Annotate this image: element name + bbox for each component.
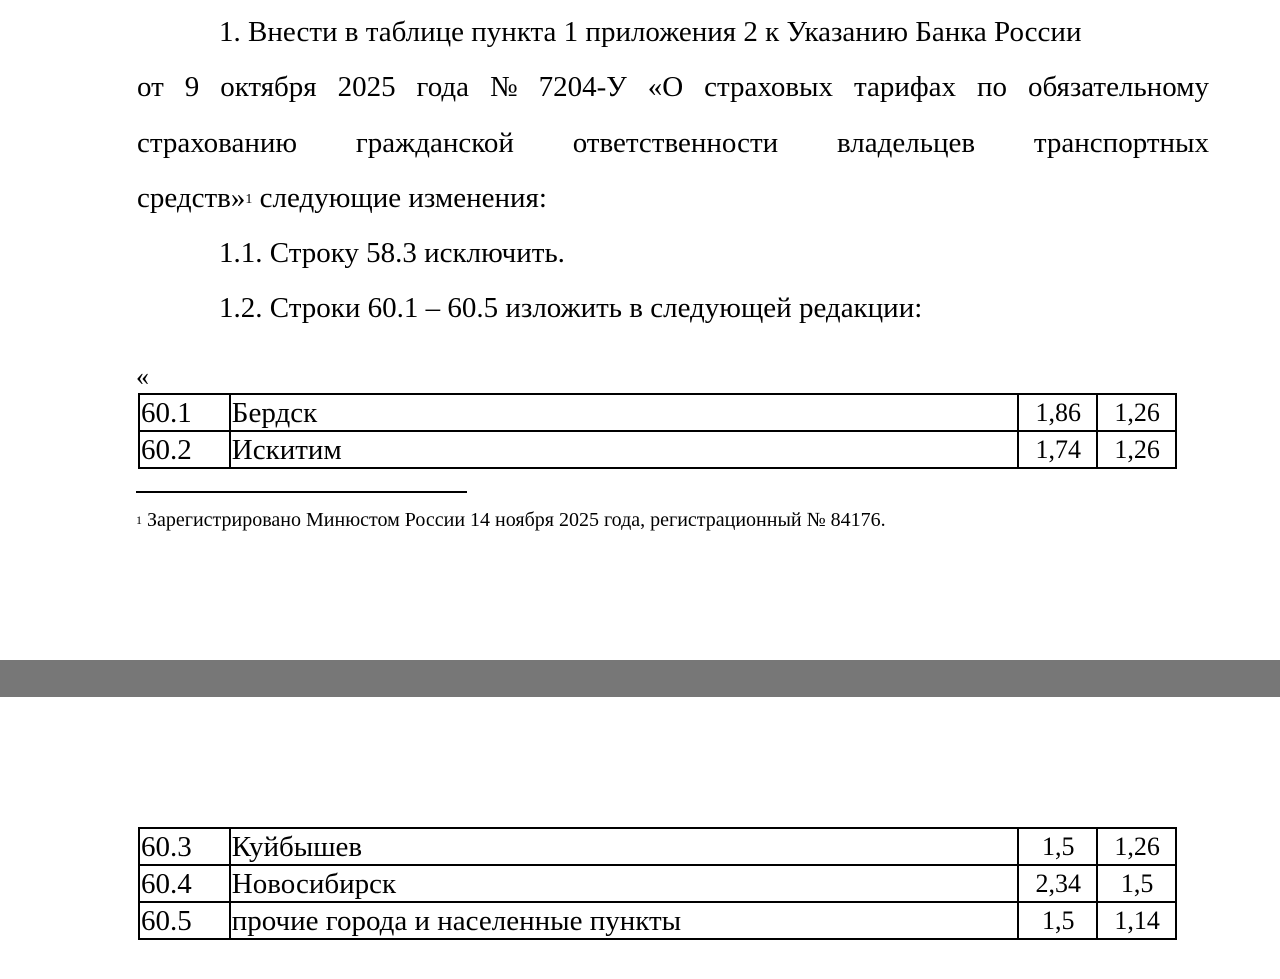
word: страховых: [704, 71, 833, 103]
paragraph-1-line-2: [137, 70, 1209, 104]
footnote-text: Зарегистрировано Минюстом России 14 ноября 2025 года, регистрационный № 84176.: [142, 509, 886, 531]
footnote: [136, 507, 886, 533]
row-name: Искитим: [230, 431, 1019, 468]
word: года: [416, 71, 470, 103]
row-number: 60.5: [139, 902, 230, 939]
table-row: [139, 902, 1176, 939]
word: обязательному: [1027, 71, 1209, 103]
table-row: [139, 431, 1176, 468]
row-name: Куйбышев: [230, 828, 1019, 865]
row-value-2: 1,26: [1097, 394, 1176, 431]
table-row: [139, 865, 1176, 902]
row-value-1: 1,5: [1018, 828, 1097, 865]
row-value-1: 1,74: [1018, 431, 1097, 468]
word: ответственности: [572, 127, 779, 159]
row-name: Бердск: [230, 394, 1019, 431]
paragraph-1-line-4: [137, 181, 547, 215]
row-number: 60.3: [139, 828, 230, 865]
word: страхованию: [137, 127, 298, 159]
word: по: [977, 71, 1008, 103]
row-number: 60.4: [139, 865, 230, 902]
table-row: [139, 828, 1176, 865]
page-separator: [0, 660, 1280, 697]
word: 2025: [337, 71, 396, 103]
item-1-2: 1.2. Строки 60.1 – 60.5 изложить в следующей редакции:: [219, 292, 923, 324]
word: транспортных: [1033, 127, 1209, 159]
row-name: Новосибирск: [230, 865, 1019, 902]
text: средств»: [137, 182, 246, 214]
word: №: [489, 71, 518, 103]
tariff-table-top: [138, 393, 1177, 469]
word: 7204-У: [538, 71, 627, 103]
row-number: 60.1: [139, 394, 230, 431]
row-value-1: 1,86: [1018, 394, 1097, 431]
footnote-number: 1: [136, 513, 142, 527]
document-page-lower: [0, 697, 1280, 979]
word: тарифах: [853, 71, 957, 103]
row-value-2: 1,26: [1097, 431, 1176, 468]
row-value-2: 1,5: [1097, 865, 1176, 902]
row-name: прочие города и населенные пункты: [230, 902, 1019, 939]
word: гражданской: [355, 127, 514, 159]
paragraph-1-line-1: 1. Внести в таблице пункта 1 приложения 2 к Указанию Банка России: [219, 16, 1082, 48]
word: владельцев: [837, 127, 976, 159]
opening-quote: «: [136, 362, 149, 391]
word: от: [137, 71, 164, 103]
row-value-2: 1,26: [1097, 828, 1176, 865]
word: октября: [220, 71, 317, 103]
tariff-table-bottom: [138, 827, 1177, 940]
footnote-separator: [136, 491, 467, 493]
word: «О: [647, 71, 684, 103]
table-row: [139, 394, 1176, 431]
item-1-1: 1.1. Строку 58.3 исключить.: [219, 237, 565, 269]
row-value-2: 1,14: [1097, 902, 1176, 939]
footnote-marker[interactable]: 1: [245, 192, 253, 207]
row-value-1: 1,5: [1018, 902, 1097, 939]
text: следующие изменения:: [252, 182, 547, 214]
paragraph-1-line-3: [137, 126, 1209, 160]
row-number: 60.2: [139, 431, 230, 468]
row-value-1: 2,34: [1018, 865, 1097, 902]
word: 9: [184, 71, 200, 103]
